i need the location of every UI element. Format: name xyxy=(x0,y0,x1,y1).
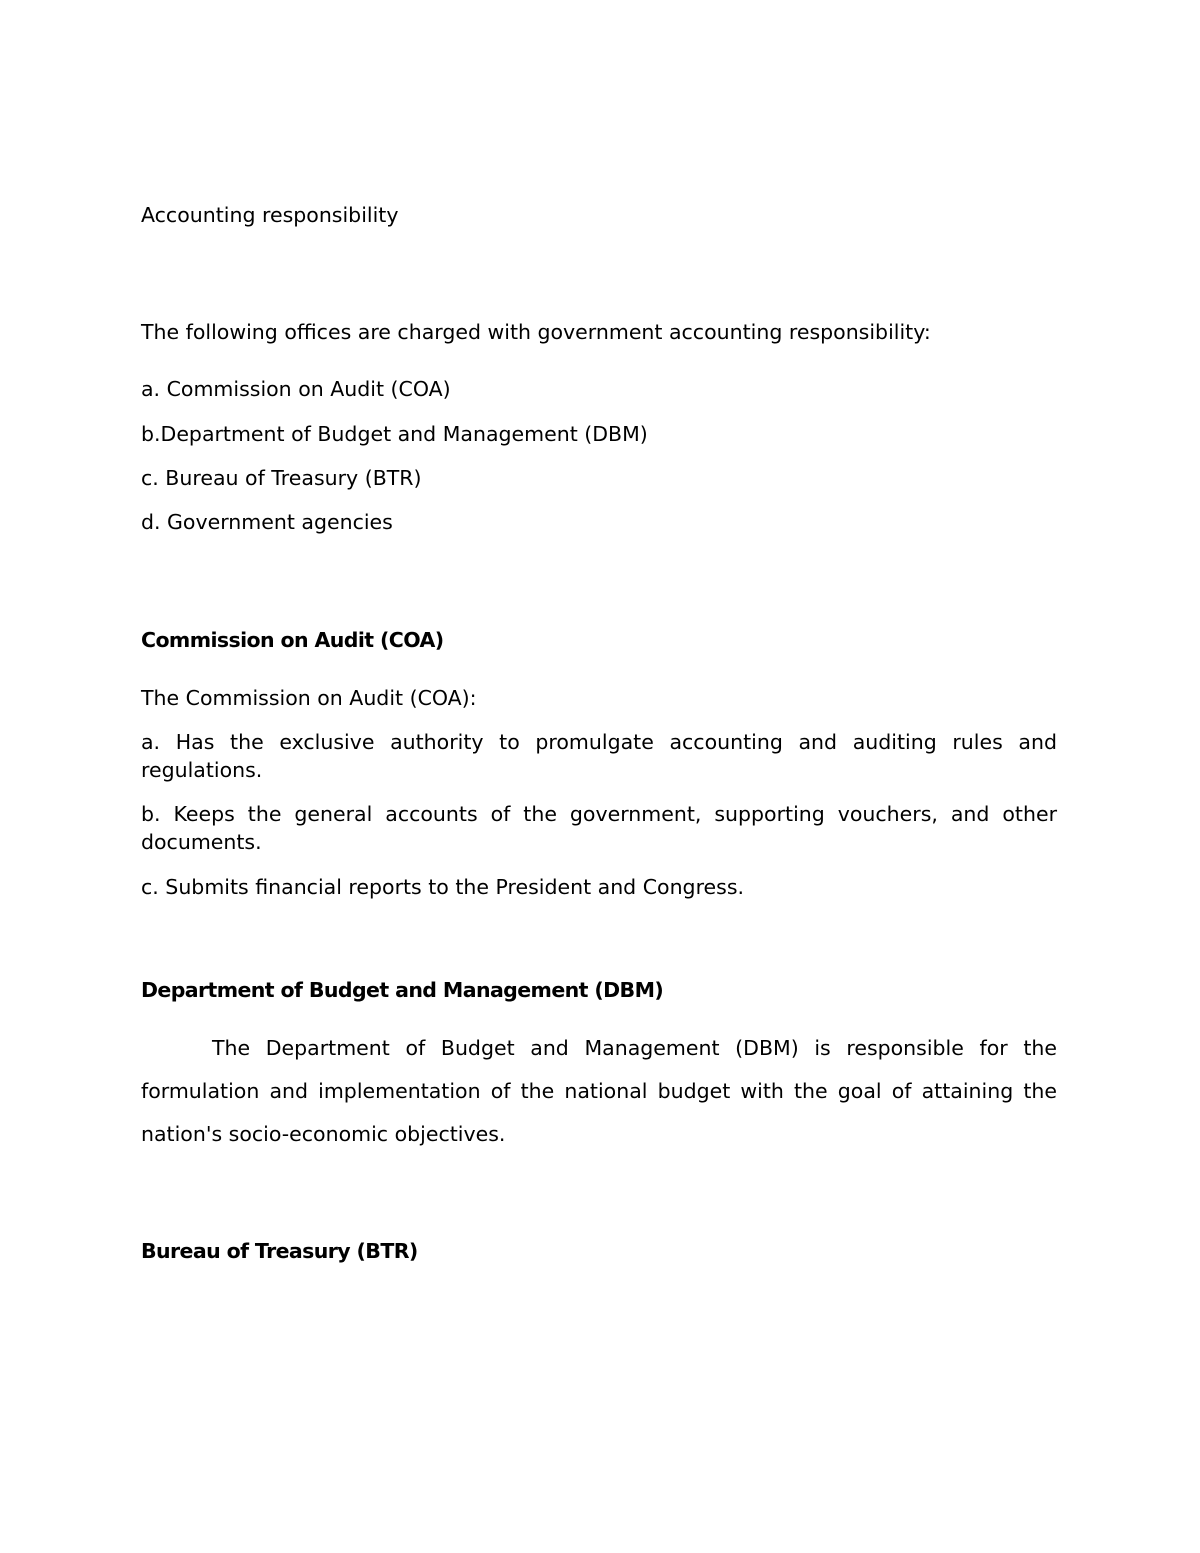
office-list-item: c. Bureau of Treasury (BTR) xyxy=(141,466,422,490)
dbm-paragraph: The Department of Budget and Management (DBM) is responsible for the formulation and implementation of the national budget with the goal of attaining the nation's socio-economic objectives. xyxy=(141,1036,1057,1146)
coa-heading: Commission on Audit (COA) xyxy=(141,628,444,652)
coa-item: b. Keeps the general accounts of the government, supporting vouchers, and other documents. xyxy=(141,802,1057,854)
btr-heading: Bureau of Treasury (BTR) xyxy=(141,1239,418,1263)
coa-intro: The Commission on Audit (COA): xyxy=(141,686,477,710)
dbm-heading: Department of Budget and Management (DBM) xyxy=(141,978,664,1002)
document-title: Accounting responsibility xyxy=(141,203,399,227)
office-list-item: b.Department of Budget and Management (DBM) xyxy=(141,422,648,446)
office-list-item: d. Government agencies xyxy=(141,510,393,534)
coa-item: a. Has the exclusive authority to promulgate accounting and auditing rules and regulations. xyxy=(141,730,1057,782)
coa-item: c. Submits financial reports to the President and Congress. xyxy=(141,875,745,899)
intro-text: The following offices are charged with government accounting responsibility: xyxy=(141,320,931,344)
office-list-item: a. Commission on Audit (COA) xyxy=(141,377,451,401)
